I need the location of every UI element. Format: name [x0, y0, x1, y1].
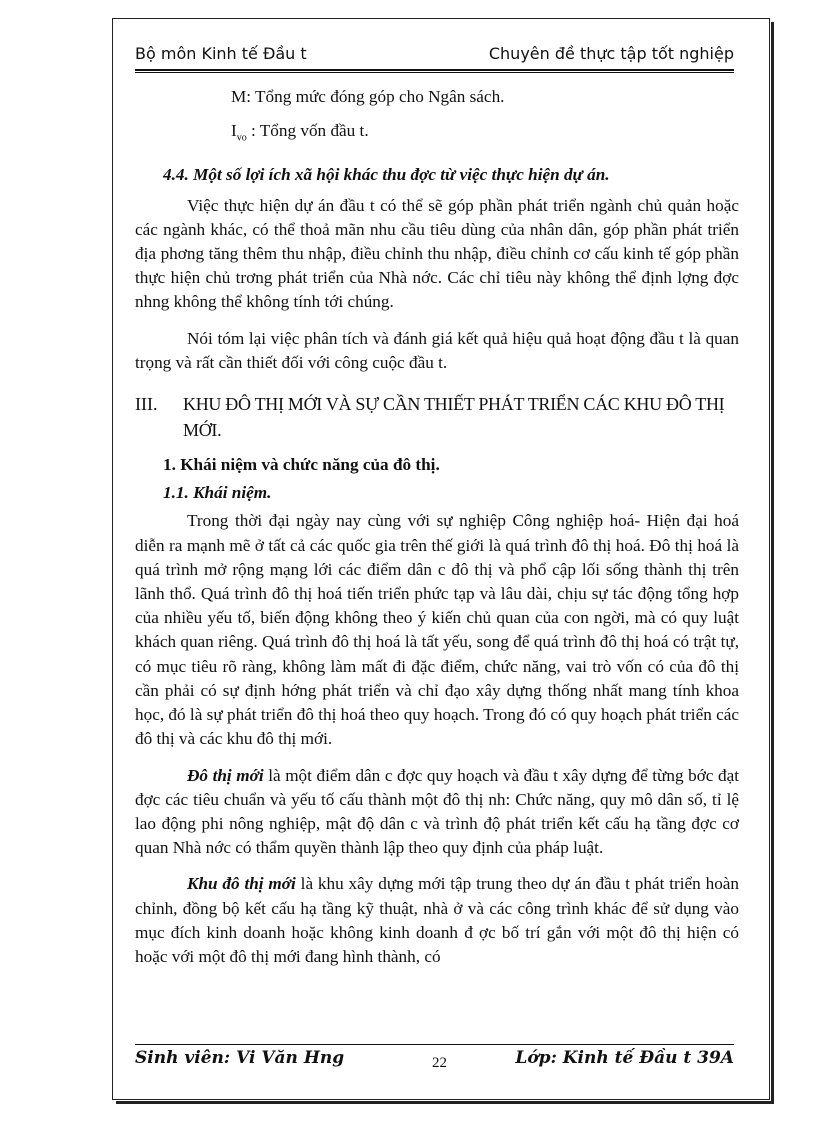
header-rule-thin: [135, 72, 734, 73]
formula-m-definition: M: Tổng mức đóng góp cho Ngân sách.: [231, 87, 505, 106]
section-1-1-paragraph-1: Trong thời đại ngày nay cùng với sự nghiệp Công nghiệp hoá- Hiện đại hoá diễn ra mạnh mẽ ở tất cả các quốc gia trên thế giới là quá trình đô thị hoá. Đô thị hoá là quá trình mở rộng mạng lới các điểm dân c đô thị và phổ cập lối sống thành thị trên lãnh thổ. Quá trình đô thị hoá tiến triển phức tạp và lâu dài, chịu sự tác động tổng hợp của nhiều yếu tố, biến động không theo ý kiến chủ quan của con ngời, mà có quy luật khách quan riêng. Quá trình đô thị hoá là tất yếu, song để quá trình đô thị hoá có trật tự, có mục tiêu rõ ràng, không làm mất đi đặc điểm, chức năng, vai trò vốn có của đô thị cần phải có sự định hớng phát triển và chỉ đạo xây dựng thống nhất mang tính khoa học, đó là sự phát triển đô thị hoá theo quy hoạch. Trong đó có quy hoạch phát triển các đô thị và các khu đô thị mới.: [135, 511, 739, 749]
footer-rule: [135, 1044, 734, 1045]
header-rule: [135, 69, 734, 71]
section-4-4-heading: 4.4. Một số lợi ích xã hội khác thu đợc từ việc thực hiện dự án.: [163, 165, 610, 185]
formula-i-text: : Tổng vốn đầu t.: [246, 121, 369, 140]
section-4-4-paragraph-1: Việc thực hiện dự án đầu t có thể sẽ góp phần phát triển ngành chủ quản hoặc các ngành khác, có thể thoả mãn nhu cầu tiêu dùng của nhân dân, góp phần phát triển địa phơng tăng thêm thu nhập, điều chỉnh thu nhập, điều chỉnh cơ cấu kinh tế góp phần thực hiện chủ trơng phát triển của Nhà nớc. Các chỉ tiêu này không thể định lợng đợc nhng không thể không tính tới chúng.: [135, 195, 739, 312]
header-department: Bộ môn Kinh tế Đầu t: [135, 44, 307, 63]
formula-i-definition: [135, 120, 739, 149]
section-III-heading: [135, 391, 739, 443]
term-new-urban: Đô thị mới: [187, 765, 264, 785]
footer-class: Lớp: Kinh tế Đầu t 39A: [515, 1048, 734, 1068]
page-body: [135, 86, 739, 969]
formula-i-subscript: vo: [236, 132, 247, 144]
term-new-urban-area: Khu đô thị mới: [187, 874, 296, 894]
formula-i-symbol: I: [231, 121, 237, 140]
new-urban-definition-paragraph: [135, 764, 739, 861]
section-1-heading: 1. Khái niệm và chức năng của đô thị.: [163, 455, 440, 475]
page-number: 22: [432, 1055, 447, 1071]
section-III-number: III.: [135, 394, 158, 415]
section-1-1-heading: 1.1. Khái niệm.: [163, 483, 272, 503]
new-urban-area-definition-paragraph: [135, 872, 739, 969]
footer-student: Sinh viên: Vi Văn Hng: [135, 1048, 345, 1068]
section-III-title: KHU ĐÔ THỊ MỚI VÀ SỰ CẦN THIẾT PHÁT TRIỂN CÁC KHU ĐÔ THỊ MỚI.: [183, 394, 725, 441]
new-urban-definition-text: là một điểm dân c đợc quy hoạch và đầu t xây dựng để từng bớc đạt đợc các tiêu chuẩn và yếu tố cấu thành một đô thị nh: Chức năng, quy mô dân số, tỉ lệ lao động phi nông nghiệp, mật độ dân c và trình độ phát triển kết cấu hạ tầng đợc cơ quan Nhà nớc có thẩm quyền thành lập theo quy định của pháp luật.: [135, 765, 740, 858]
new-urban-area-definition-text: là khu xây dựng mới tập trung theo dự án đầu t phát triển hoàn chỉnh, đồng bộ kết cấu hạ tầng kỹ thuật, nhà ở và các công trình khác để sử dụng vào mục đích kinh doanh hoặc không kinh doanh đ ợc bố trí gắn với một đô thị hiện có hoặc với một đô thị mới đang hình thành, có: [135, 874, 740, 966]
header-document-type: Chuyên đề thực tập tốt nghiệp: [488, 44, 734, 63]
section-4-4-paragraph-2: Nói tóm lại việc phân tích và đánh giá kết quả hiệu quả hoạt động đầu t là quan trọng và rất cần thiết đối với công cuộc đầu t.: [135, 328, 739, 372]
